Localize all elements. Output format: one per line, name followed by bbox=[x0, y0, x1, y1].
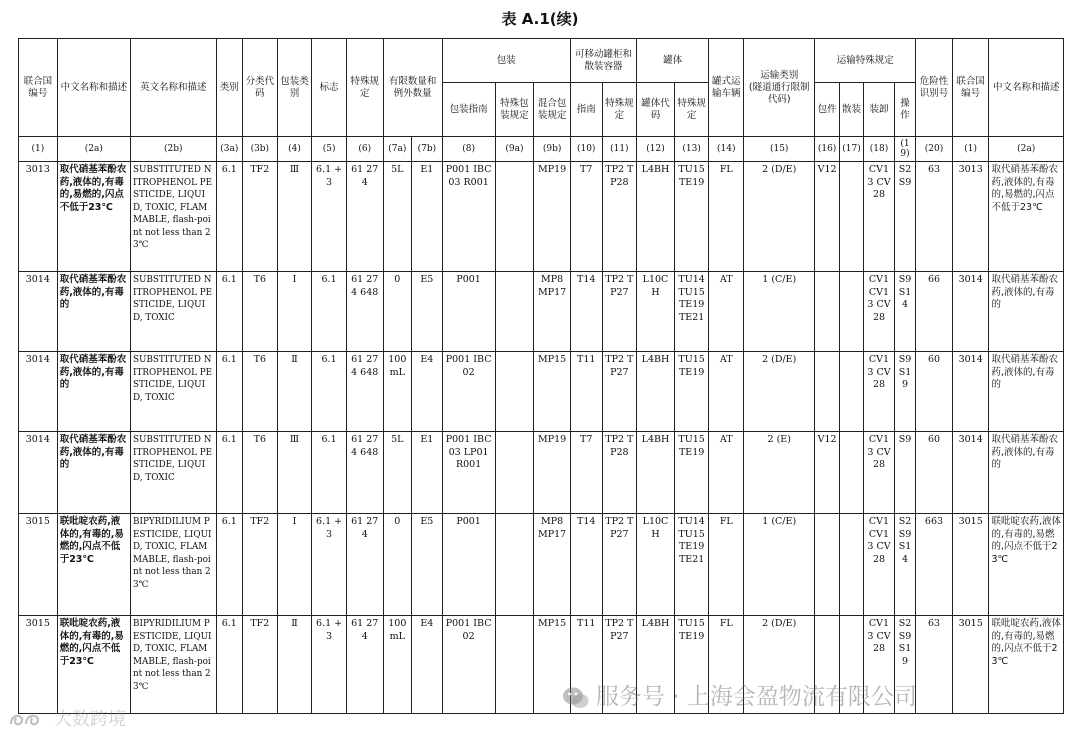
column-number: (14) bbox=[709, 137, 744, 162]
cell-cn-name: 取代硝基苯酚农药,液体的,有毒的 bbox=[57, 432, 130, 514]
cell-limited-qty: 100mL bbox=[383, 352, 412, 432]
cell-tank-special-2: TU14 TU15 TE19 TE21 bbox=[674, 514, 709, 616]
cell-labels: 6.1 bbox=[312, 432, 347, 514]
column-number: (7b) bbox=[412, 137, 443, 162]
cell-tank-instr: T14 bbox=[570, 272, 602, 352]
cell-excepted-qty: E5 bbox=[412, 514, 443, 616]
cell-pkg-instr: P001 IBC02 bbox=[442, 616, 495, 714]
cell-excepted-qty: E4 bbox=[412, 352, 443, 432]
cell-pkg-group: Ⅲ bbox=[277, 162, 312, 272]
transport-cat-label: 运输类别 bbox=[760, 69, 799, 81]
cell-class: 6.1 bbox=[216, 514, 242, 616]
cell-un-no-2: 3014 bbox=[952, 432, 989, 514]
cell-cn-name-2: 联吡啶农药,液体的,有毒的,易燃的,闪点不低于23℃ bbox=[989, 514, 1064, 616]
cell-loading: CV13 CV28 bbox=[864, 352, 895, 432]
service-watermark bbox=[562, 678, 917, 711]
column-number: (17) bbox=[839, 137, 863, 162]
column-number: (19) bbox=[894, 137, 915, 162]
cell-pkg-instr: P001 bbox=[442, 272, 495, 352]
cell-bulk bbox=[839, 272, 863, 352]
cell-en-name: SUBSTITUTED NITROPHENOL PESTICIDE, LIQUID, TOXIC, FLAMMABLE, flash-point not less than 23℃ bbox=[131, 162, 217, 272]
cell-special-pkg bbox=[495, 432, 534, 514]
cell-pkg-group: Ⅱ bbox=[277, 352, 312, 432]
cell-labels: 6.1 bbox=[312, 352, 347, 432]
cell-pkg bbox=[815, 352, 839, 432]
cell-cn-name: 取代硝基苯酚农药,液体的,有毒的,易燃的,闪点不低于23℃ bbox=[57, 162, 130, 272]
cell-pkg bbox=[815, 514, 839, 616]
cell-un-no: 3014 bbox=[19, 432, 58, 514]
cell-mixed-pkg: MP19 bbox=[534, 432, 571, 514]
cell-pkg bbox=[815, 272, 839, 352]
cell-un-no-2: 3013 bbox=[952, 162, 989, 272]
cell-excepted-qty: E1 bbox=[412, 162, 443, 272]
cell-excepted-qty: E1 bbox=[412, 432, 443, 514]
cell-tank-special: TP2 TP27 bbox=[602, 272, 637, 352]
cell-pkg-instr: P001 bbox=[442, 514, 495, 616]
cell-hazard-id: 63 bbox=[916, 616, 953, 714]
cell-vehicle: FL bbox=[709, 514, 744, 616]
cell-tank-code: L4BH bbox=[637, 616, 675, 714]
cell-special: 61 274 648 bbox=[346, 352, 383, 432]
cell-transport-cat: 1 (C/E) bbox=[744, 514, 815, 616]
column-number: (2a) bbox=[57, 137, 130, 162]
cell-special-pkg bbox=[495, 616, 534, 714]
column-number: (18) bbox=[864, 137, 895, 162]
cell-operation: S2 S9 S19 bbox=[894, 616, 915, 714]
column-number-row bbox=[19, 137, 1064, 162]
cell-pkg-instr: P001 IBC02 bbox=[442, 352, 495, 432]
cell-labels: 6.1 + 3 bbox=[312, 514, 347, 616]
header-cn-name-2: 中文名称和描述 bbox=[989, 39, 1064, 137]
cell-special: 61 274 bbox=[346, 514, 383, 616]
wechat-icon bbox=[562, 686, 590, 710]
header-transport-special: 运输特殊规定 bbox=[815, 39, 916, 83]
cell-pkg-instr: P001 IBC03 LP01 R001 bbox=[442, 432, 495, 514]
cell-transport-cat: 2 (D/E) bbox=[744, 162, 815, 272]
column-number: (13) bbox=[674, 137, 709, 162]
cell-vehicle: AT bbox=[709, 352, 744, 432]
cell-pkg: V12 bbox=[815, 432, 839, 514]
cell-tank-special-2: TU15 TE19 bbox=[674, 616, 709, 714]
cell-cn-name-2: 取代硝基苯酚农药,液体的,有毒的 bbox=[989, 352, 1064, 432]
cell-special: 61 274 648 bbox=[346, 432, 383, 514]
cell-loading: CV13 CV28 bbox=[864, 432, 895, 514]
cell-class-code: T6 bbox=[243, 272, 278, 352]
cell-vehicle: FL bbox=[709, 616, 744, 714]
cell-cn-name: 联吡啶农药,液体的,有毒的,易燃的,闪点不低于23℃ bbox=[57, 616, 130, 714]
cell-special: 61 274 bbox=[346, 162, 383, 272]
cell-special: 61 274 bbox=[346, 616, 383, 714]
cell-cn-name-2: 取代硝基苯酚农药,液体的,有毒的 bbox=[989, 432, 1064, 514]
cell-class-code: TF2 bbox=[243, 514, 278, 616]
header-tank-special: 特殊规定 bbox=[602, 83, 637, 137]
cell-tank-special-2: TU15 TE19 bbox=[674, 432, 709, 514]
header-tank-code: 罐体代码 bbox=[637, 83, 675, 137]
header-class-code: 分类代码 bbox=[243, 39, 278, 137]
cell-operation: S9 S19 bbox=[894, 352, 915, 432]
cell-tank-special-2: TU15 TE19 bbox=[674, 352, 709, 432]
header-hazard-id: 危险性识别号 bbox=[916, 39, 953, 137]
table-row bbox=[19, 272, 1064, 352]
cell-cn-name-2: 取代硝基苯酚农药,液体的,有毒的 bbox=[989, 272, 1064, 352]
table-row bbox=[19, 162, 1064, 272]
header-loading: 装卸 bbox=[864, 83, 895, 137]
cell-labels: 6.1 + 3 bbox=[312, 162, 347, 272]
cell-tank-special-2: TU15 TE19 bbox=[674, 162, 709, 272]
table-row bbox=[19, 432, 1064, 514]
cell-transport-cat: 2 (E) bbox=[744, 432, 815, 514]
cell-special-pkg bbox=[495, 514, 534, 616]
cell-special-pkg bbox=[495, 352, 534, 432]
cell-vehicle: FL bbox=[709, 162, 744, 272]
cell-class: 6.1 bbox=[216, 162, 242, 272]
cell-cn-name-2: 取代硝基苯酚农药,液体的,有毒的,易燃的,闪点不低于23℃ bbox=[989, 162, 1064, 272]
cell-class-code: T6 bbox=[243, 432, 278, 514]
cell-tank-instr: T11 bbox=[570, 616, 602, 714]
header-tank-body: 罐体 bbox=[637, 39, 709, 83]
cell-class: 6.1 bbox=[216, 272, 242, 352]
column-number: (20) bbox=[916, 137, 953, 162]
column-number: (11) bbox=[602, 137, 637, 162]
header-vehicle: 罐式运输车辆 bbox=[709, 39, 744, 137]
header-pkg-group: 包装类别 bbox=[277, 39, 312, 137]
column-number: (5) bbox=[312, 137, 347, 162]
cell-tank-special-2: TU14 TU15 TE19 TE21 bbox=[674, 272, 709, 352]
cell-bulk bbox=[839, 162, 863, 272]
cell-en-name: SUBSTITUTED NITROPHENOL PESTICIDE, LIQUID, TOXIC bbox=[131, 272, 217, 352]
cell-cn-name: 取代硝基苯酚农药,液体的,有毒的 bbox=[57, 352, 130, 432]
table-row bbox=[19, 352, 1064, 432]
cell-limited-qty: 0 bbox=[383, 514, 412, 616]
cell-excepted-qty: E4 bbox=[412, 616, 443, 714]
column-number: (1) bbox=[19, 137, 58, 162]
cell-pkg: V12 bbox=[815, 162, 839, 272]
cell-un-no: 3013 bbox=[19, 162, 58, 272]
cell-tank-code: L10CH bbox=[637, 272, 675, 352]
cell-class-code: TF2 bbox=[243, 162, 278, 272]
column-number: (16) bbox=[815, 137, 839, 162]
column-number: (1) bbox=[952, 137, 989, 162]
header-special: 特殊规定 bbox=[346, 39, 383, 137]
column-number: (2b) bbox=[131, 137, 217, 162]
cell-cn-name: 取代硝基苯酚农药,液体的,有毒的 bbox=[57, 272, 130, 352]
cell-un-no: 3015 bbox=[19, 616, 58, 714]
column-number: (3b) bbox=[243, 137, 278, 162]
cell-un-no: 3014 bbox=[19, 352, 58, 432]
column-number: (7a) bbox=[383, 137, 412, 162]
column-number: (12) bbox=[637, 137, 675, 162]
cell-loading: CV1 CV13 CV28 bbox=[864, 514, 895, 616]
cell-hazard-id: 60 bbox=[916, 352, 953, 432]
header-class: 类别 bbox=[216, 39, 242, 137]
header-pkg-instr: 包装指南 bbox=[442, 83, 495, 137]
column-number: (6) bbox=[346, 137, 383, 162]
cell-operation: S2 S9 bbox=[894, 162, 915, 272]
cell-bulk bbox=[839, 352, 863, 432]
cell-class: 6.1 bbox=[216, 432, 242, 514]
cell-pkg-group: Ⅱ bbox=[277, 616, 312, 714]
cell-limited-qty: 0 bbox=[383, 272, 412, 352]
dangerous-goods-table bbox=[18, 38, 1064, 714]
column-number: (9b) bbox=[534, 137, 571, 162]
cell-un-no-2: 3015 bbox=[952, 616, 989, 714]
cell-vehicle: AT bbox=[709, 272, 744, 352]
cell-special-pkg bbox=[495, 162, 534, 272]
cell-loading: CV13 CV28 bbox=[864, 616, 895, 714]
transport-cat-sub: (隧道通行限制代码) bbox=[748, 81, 810, 105]
cell-tank-special: TP2 TP27 bbox=[602, 352, 637, 432]
cell-tank-code: L4BH bbox=[637, 352, 675, 432]
table-row bbox=[19, 514, 1064, 616]
header-bulk: 散装 bbox=[839, 83, 863, 137]
header-limited-qty: 有限数量和例外数量 bbox=[383, 39, 442, 137]
cell-mixed-pkg: MP15 bbox=[534, 352, 571, 432]
cell-pkg-group: Ⅰ bbox=[277, 514, 312, 616]
cell-tank-instr: T7 bbox=[570, 162, 602, 272]
cell-operation: S9 S14 bbox=[894, 272, 915, 352]
cell-tank-special: TP2 TP27 bbox=[602, 514, 637, 616]
cell-limited-qty: 100mL bbox=[383, 616, 412, 714]
cell-hazard-id: 60 bbox=[916, 432, 953, 514]
column-number: (15) bbox=[744, 137, 815, 162]
cell-en-name: SUBSTITUTED NITROPHENOL PESTICIDE, LIQUID, TOXIC bbox=[131, 432, 217, 514]
cell-vehicle: AT bbox=[709, 432, 744, 514]
cell-en-name: SUBSTITUTED NITROPHENOL PESTICIDE, LIQUID, TOXIC bbox=[131, 352, 217, 432]
cell-hazard-id: 663 bbox=[916, 514, 953, 616]
cell-tank-special: TP2 TP28 bbox=[602, 162, 637, 272]
cell-en-name: BIPYRIDILIUM PESTICIDE, LIQUID, TOXIC, FLAMMABLE, flash-point not less than 23℃ bbox=[131, 616, 217, 714]
cell-pkg-group: Ⅲ bbox=[277, 432, 312, 514]
header-labels: 标志 bbox=[312, 39, 347, 137]
cell-labels: 6.1 bbox=[312, 272, 347, 352]
cell-mixed-pkg: MP8 MP17 bbox=[534, 514, 571, 616]
cell-tank-code: L10CH bbox=[637, 514, 675, 616]
header-tank-special-2: 特殊规定 bbox=[674, 83, 709, 137]
header-pkg: 包件 bbox=[815, 83, 839, 137]
cell-class: 6.1 bbox=[216, 616, 242, 714]
cell-en-name: BIPYRIDILIUM PESTICIDE, LIQUID, TOXIC, FLAMMABLE, flash-point not less than 23℃ bbox=[131, 514, 217, 616]
cell-un-no: 3015 bbox=[19, 514, 58, 616]
cell-mixed-pkg: MP15 bbox=[534, 616, 571, 714]
cell-class: 6.1 bbox=[216, 352, 242, 432]
cell-special-pkg bbox=[495, 272, 534, 352]
column-number: (3a) bbox=[216, 137, 242, 162]
cell-loading: CV13 CV28 bbox=[864, 162, 895, 272]
cell-class-code: TF2 bbox=[243, 616, 278, 714]
header-tank-instr: 指南 bbox=[570, 83, 602, 137]
cell-un-no: 3014 bbox=[19, 272, 58, 352]
cell-limited-qty: 5L bbox=[383, 162, 412, 272]
cell-tank-instr: T11 bbox=[570, 352, 602, 432]
cell-special: 61 274 648 bbox=[346, 272, 383, 352]
header-cn-name: 中文名称和描述 bbox=[57, 39, 130, 137]
column-number: (9a) bbox=[495, 137, 534, 162]
cell-bulk bbox=[839, 432, 863, 514]
cell-cn-name-2: 联吡啶农药,液体的,有毒的,易燃的,闪点不低于23℃ bbox=[989, 616, 1064, 714]
column-number: (4) bbox=[277, 137, 312, 162]
cell-pkg-instr: P001 IBC03 R001 bbox=[442, 162, 495, 272]
brand-watermark bbox=[8, 705, 126, 731]
cell-bulk bbox=[839, 514, 863, 616]
table-title: 表 A.1(续) bbox=[501, 10, 579, 28]
header-operation: 操作 bbox=[894, 83, 915, 137]
cell-class-code: T6 bbox=[243, 352, 278, 432]
column-number: (8) bbox=[442, 137, 495, 162]
header-en-name: 英文名称和描述 bbox=[131, 39, 217, 137]
cell-operation: S2 S9 S14 bbox=[894, 514, 915, 616]
header-mixed-pkg: 混合包装规定 bbox=[534, 83, 571, 137]
cell-hazard-id: 66 bbox=[916, 272, 953, 352]
brand-watermark-text: 大数跨境 bbox=[54, 709, 126, 730]
cell-tank-instr: T7 bbox=[570, 432, 602, 514]
cell-un-no-2: 3014 bbox=[952, 352, 989, 432]
cell-tank-special: TP2 TP28 bbox=[602, 432, 637, 514]
cell-tank-code: L4BH bbox=[637, 432, 675, 514]
cell-transport-cat: 1 (C/E) bbox=[744, 272, 815, 352]
cell-transport-cat: 2 (D/E) bbox=[744, 352, 815, 432]
column-number: (2a) bbox=[989, 137, 1064, 162]
header-tanks: 可移动罐柜和散装容器 bbox=[570, 39, 636, 83]
header-un-no-2: 联合国编号 bbox=[952, 39, 989, 137]
cell-loading: CV1 CV13 CV28 bbox=[864, 272, 895, 352]
cell-tank-code: L4BH bbox=[637, 162, 675, 272]
header-packaging: 包装 bbox=[442, 39, 570, 83]
cell-excepted-qty: E5 bbox=[412, 272, 443, 352]
service-watermark-text: 服务号 · 上海会盈物流有限公司 bbox=[596, 684, 917, 710]
cell-pkg-group: Ⅰ bbox=[277, 272, 312, 352]
cell-limited-qty: 5L bbox=[383, 432, 412, 514]
column-number: (10) bbox=[570, 137, 602, 162]
cell-cn-name: 联吡啶农药,液体的,有毒的,易燃的,闪点不低于23℃ bbox=[57, 514, 130, 616]
cell-hazard-id: 63 bbox=[916, 162, 953, 272]
cell-mixed-pkg: MP8 MP17 bbox=[534, 272, 571, 352]
cell-mixed-pkg: MP19 bbox=[534, 162, 571, 272]
cell-tank-instr: T14 bbox=[570, 514, 602, 616]
cell-un-no-2: 3014 bbox=[952, 272, 989, 352]
cell-labels: 6.1 + 3 bbox=[312, 616, 347, 714]
cell-transport-cat: 2 (D/E) bbox=[744, 616, 815, 714]
header-transport-cat bbox=[744, 39, 815, 137]
brand-logo-icon bbox=[8, 710, 48, 730]
cell-un-no-2: 3015 bbox=[952, 514, 989, 616]
cell-operation: S9 bbox=[894, 432, 915, 514]
header-un-no: 联合国编号 bbox=[19, 39, 58, 137]
cell-tank-special: TP2 TP27 bbox=[602, 616, 637, 714]
header-special-pkg: 特殊包装规定 bbox=[495, 83, 534, 137]
